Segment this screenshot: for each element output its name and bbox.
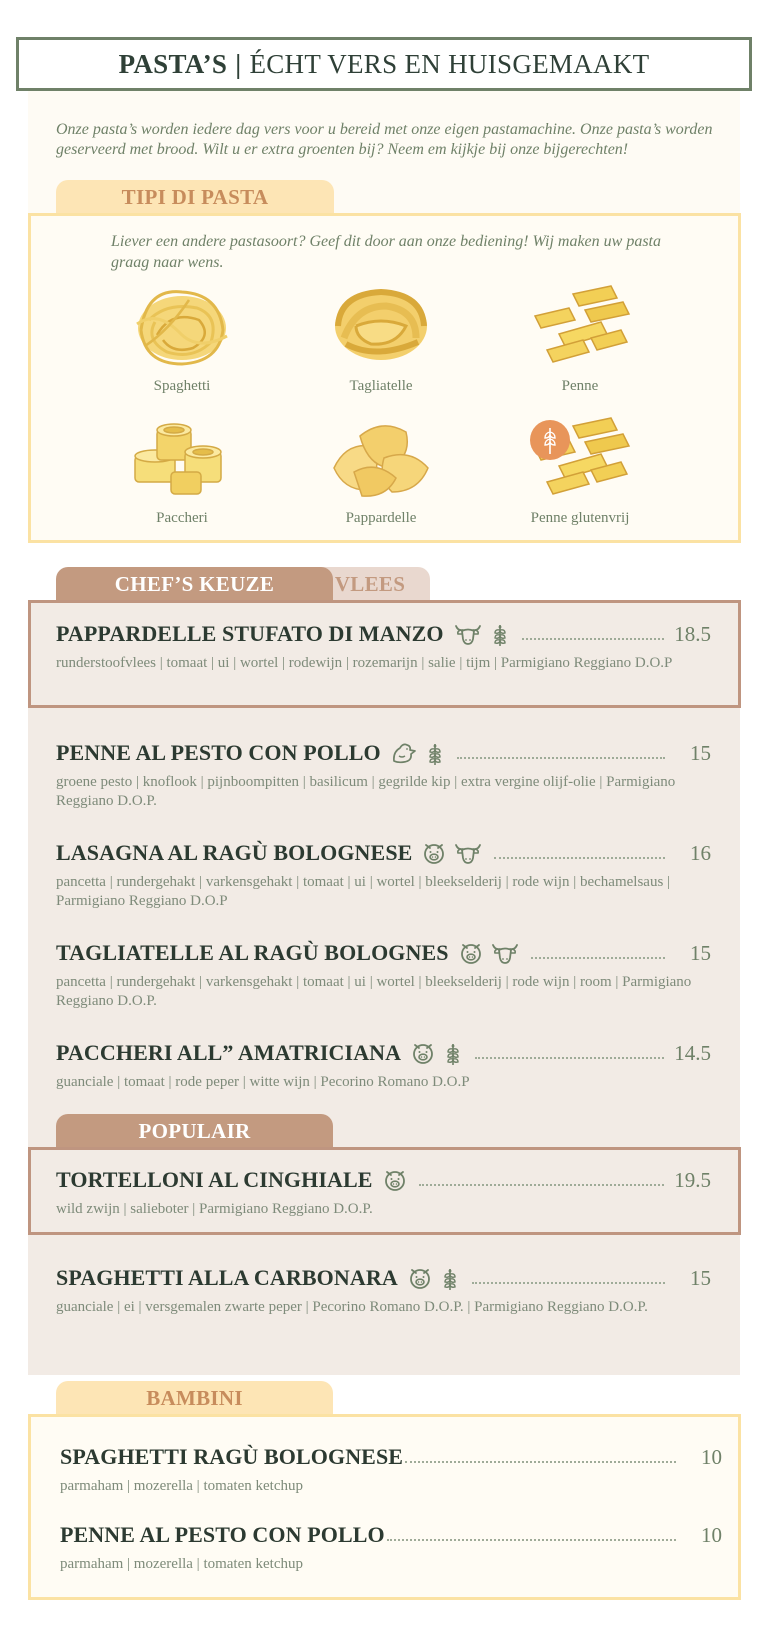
pasta-type-label: Paccheri	[156, 510, 208, 526]
dish-ingredients: runderstoofvlees | tomaat | ui | wortel | rodewijn | rozemarijn | salie | tijm | Parmigiano Reggiano D.O.P	[56, 655, 673, 671]
pasta-type-penne	[500, 280, 660, 395]
pasta-type-label: Pappardelle	[345, 510, 417, 526]
dish-price: 15	[690, 740, 711, 765]
pasta-type-spaghetti	[102, 280, 262, 395]
pappardelle-icon	[326, 412, 436, 502]
dish-item	[56, 837, 711, 911]
paccheri-icon	[127, 412, 237, 502]
dish-name: PENNE AL PESTO CON POLLO	[60, 1522, 385, 1547]
tagliatelle-nest-icon	[326, 280, 436, 370]
kids-dish-item	[60, 1441, 722, 1496]
pasta-type-pappardelle	[301, 412, 461, 527]
beef-icon	[454, 622, 482, 646]
wheat-icon	[425, 740, 445, 766]
dotted-leader	[475, 1057, 664, 1059]
pasta-type-label: Spaghetti	[153, 378, 211, 394]
beef-icon	[454, 841, 482, 865]
dish-item	[56, 737, 711, 811]
tab-chefs-keuze: CHEF’S KEUZE	[56, 567, 333, 601]
penne-icon	[525, 280, 635, 370]
dotted-leader	[387, 1539, 676, 1541]
dish-name: PACCHERI ALL” AMATRICIANA	[56, 1040, 402, 1065]
pasta-type-label: Penne glutenvrij	[530, 510, 630, 526]
pasta-type-penne-glutenvrij	[500, 412, 660, 527]
dish-name: TORTELLONI AL CINGHIALE	[56, 1167, 373, 1192]
dish-price: 10	[701, 1522, 722, 1547]
dish-item	[56, 1037, 711, 1092]
pig-icon	[422, 841, 446, 865]
dish-ingredients: guanciale | tomaat | rode peper | witte wijn | Pecorino Romano D.O.P	[56, 1074, 470, 1090]
tab-populair: POPULAIR	[56, 1114, 333, 1148]
dish-name: PENNE AL PESTO CON POLLO	[56, 740, 381, 765]
pasta-type-label: Penne	[561, 378, 599, 394]
pasta-type-label: Tagliatelle	[349, 378, 413, 394]
beef-icon	[491, 941, 519, 965]
pig-icon	[459, 941, 483, 965]
dish-price: 19.5	[674, 1167, 711, 1192]
tab-tipi-di-pasta: TIPI DI PASTA	[56, 180, 334, 214]
dish-name: SPAGHETTI RAGÙ BOLOGNESE	[60, 1444, 404, 1469]
dish-name: TAGLIATELLE AL RAGÙ BOLOGNES	[56, 940, 449, 965]
page-title-bold: PASTA’S	[118, 48, 228, 79]
page-title-box	[16, 37, 752, 91]
intro-text: Onze pasta’s worden iedere dag vers voor u bereid met onze eigen pastamachine. Onze pasta’s worden geserveerd met brood. Wilt u er extra groenten bij? Neem em kijkje bij onze bijgerechten!	[56, 121, 713, 158]
wheat-icon	[440, 1265, 460, 1291]
dish-name: SPAGHETTI ALLA CARBONARA	[56, 1265, 398, 1290]
dish-ingredients: wild zwijn | salieboter | Parmigiano Reggiano D.O.P.	[56, 1201, 373, 1217]
dotted-leader	[494, 857, 665, 859]
tab-bambini: BAMBINI	[56, 1381, 333, 1415]
wheat-icon	[490, 621, 510, 647]
dish-price: 16	[690, 840, 711, 865]
chicken-icon	[391, 741, 417, 765]
tab-vlees: VLEES	[310, 567, 430, 601]
dish-ingredients: parmaham | mozerella | tomaten ketchup	[60, 1556, 303, 1572]
dotted-leader	[472, 1282, 665, 1284]
dish-item	[56, 618, 711, 673]
pasta-types-note: Liever een andere pastasoort? Geef dit door aan onze bediening! Wij maken uw pasta graag naar wens.	[111, 233, 661, 271]
dish-item	[56, 1164, 711, 1219]
dotted-leader	[531, 957, 665, 959]
dish-ingredients: pancetta | rundergehakt | varkensgehakt | tomaat | ui | wortel | bleekselderij | rode wijn | bechamelsaus | Parmigiano Reggiano D.O.P	[56, 874, 671, 909]
pig-icon	[408, 1266, 432, 1290]
gluten-free-badge-icon	[530, 420, 570, 460]
dish-name: PAPPARDELLE STUFATO DI MANZO	[56, 621, 444, 646]
dish-price: 15	[690, 940, 711, 965]
kids-dish-item	[60, 1519, 722, 1574]
dish-ingredients: parmaham | mozerella | tomaten ketchup	[60, 1478, 303, 1494]
page-title-separator: |	[235, 48, 242, 79]
dish-price: 10	[701, 1444, 722, 1469]
pig-icon	[411, 1041, 435, 1065]
dish-price: 15	[690, 1265, 711, 1290]
pasta-type-paccheri	[102, 412, 262, 527]
dotted-leader	[522, 638, 665, 640]
dish-item	[56, 937, 711, 1011]
dotted-leader	[457, 757, 665, 759]
spaghetti-nest-icon	[127, 280, 237, 370]
dish-ingredients: guanciale | ei | versgemalen zwarte peper | Pecorino Romano D.O.P. | Parmigiano Reggiano D.O.P.	[56, 1299, 648, 1315]
dish-item	[56, 1262, 711, 1317]
wheat-icon	[443, 1040, 463, 1066]
dish-ingredients: groene pesto | knoflook | pijnboompitten | basilicum | gegrilde kip | extra vergine olijf-olie | Parmigiano Reggiano D.O.P.	[56, 774, 676, 809]
dish-price: 18.5	[674, 621, 711, 646]
dotted-leader	[405, 1461, 676, 1463]
dish-price: 14.5	[674, 1040, 711, 1065]
dish-ingredients: pancetta | rundergehakt | varkensgehakt | tomaat | ui | wortel | bleekselderij | rode wijn | room | Parmigiano Reggiano D.O.P.	[56, 974, 692, 1009]
dotted-leader	[419, 1184, 665, 1186]
pasta-type-tagliatelle	[301, 280, 461, 395]
dish-name: LASAGNA AL RAGÙ BOLOGNESE	[56, 840, 413, 865]
penne-gluten-free-icon	[525, 412, 635, 502]
page-title-rest: ÉCHT VERS EN HUISGEMAAKT	[249, 48, 650, 79]
pig-icon	[383, 1168, 407, 1192]
